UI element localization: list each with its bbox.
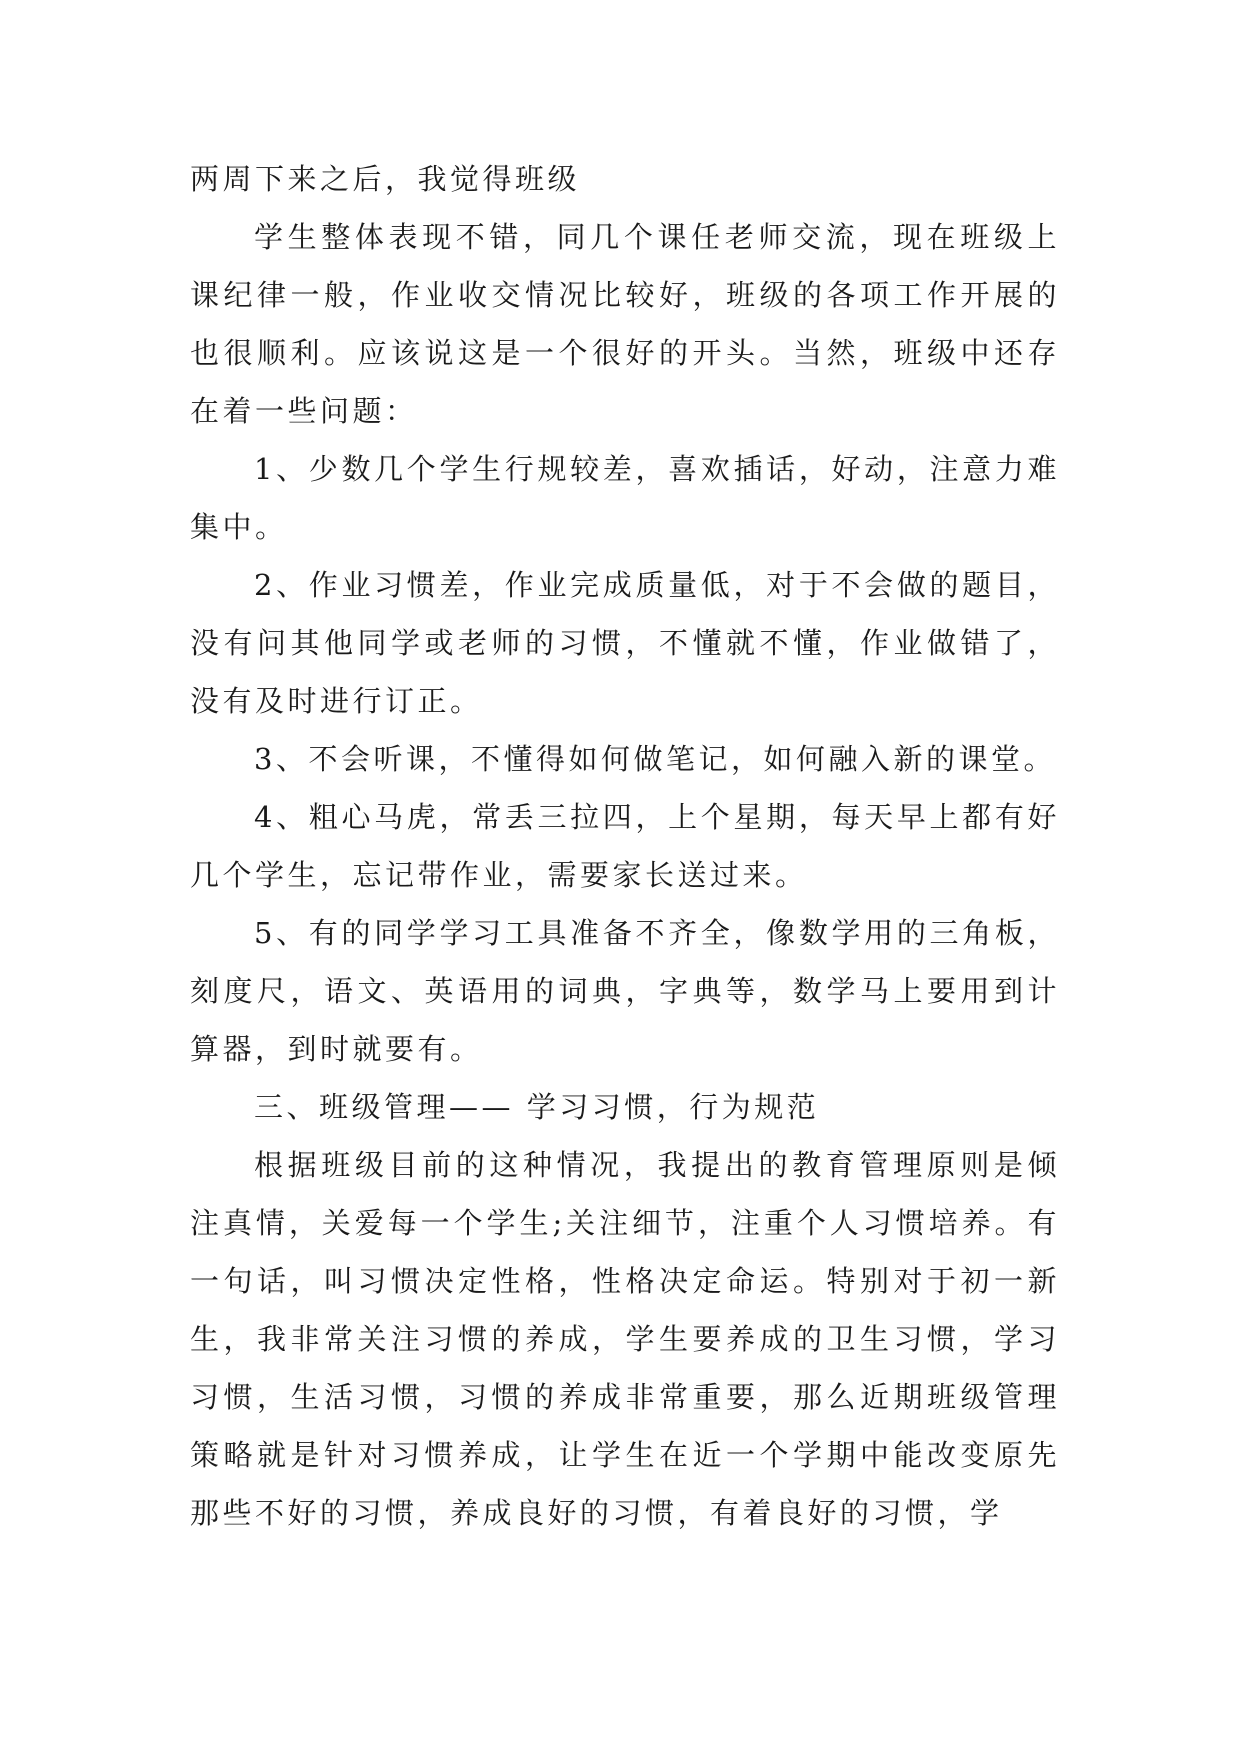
paragraph-management: 根据班级目前的这种情况，我提出的教育管理原则是倾注真情，关爱每一个学生;关注细节，注重个人习惯培养。有一句话，叫习惯决定性格，性格决定命运。特别对于初一新生，我非常关注习惯的养成，学生要养成的卫生习惯，学习习惯，生活习惯，习惯的养成非常重要，那么近期班级管理策略就是针对习惯养成，让学生在近一个学期中能改变原先那些不好的习惯，养成良好的习惯，有着良好的习惯，学	[190, 1148, 1060, 1530]
list-item-problem-5: 5、有的同学学习工具准备不齐全，像数学用的三角板，刻度尺，语文、英语用的词典，字典等，数学马上要用到计算器，到时就要有。	[190, 916, 1060, 1066]
list-item-problem-2: 2、作业习惯差，作业完成质量低，对于不会做的题目，没有问其他同学或老师的习惯，不懂就不懂，作业做错了，没有及时进行订正。	[190, 568, 1060, 718]
list-item-problem-4: 4、粗心马虎，常丢三拉四，上个星期，每天早上都有好几个学生，忘记带作业，需要家长送过来。	[190, 800, 1060, 892]
list-item-problem-3: 3、不会听课，不懂得如何做笔记，如何融入新的课堂。	[254, 742, 1056, 776]
document-body	[190, 150, 1060, 1542]
paragraph-intro: 两周下来之后，我觉得班级	[190, 162, 581, 196]
list-item-problem-1: 1、少数几个学生行规较差，喜欢插话，好动，注意力难集中。	[190, 452, 1060, 544]
section-heading: 三、班级管理—— 学习习惯，行为规范	[254, 1090, 820, 1124]
paragraph-overview: 学生整体表现不错，同几个课任老师交流，现在班级上课纪律一般，作业收交情况比较好，班级的各项工作开展的也很顺利。应该说这是一个很好的开头。当然，班级中还存在着一些问题：	[190, 220, 1060, 428]
